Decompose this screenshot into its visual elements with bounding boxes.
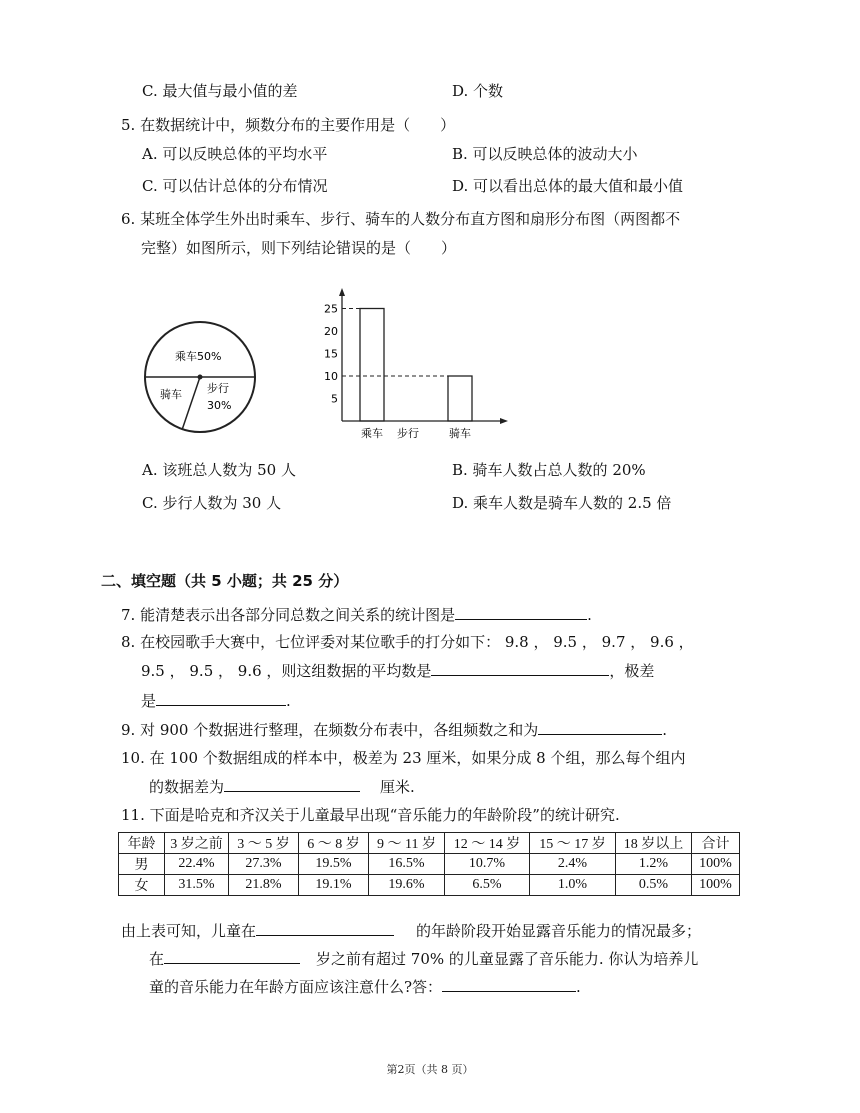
table-cell: 22.4% [165,854,229,875]
q11-age-stage-blank[interactable] [256,920,394,936]
q8-line3-end: . [286,692,291,710]
q11-after-line2 [149,948,698,969]
table-cell: 27.3% [229,854,299,875]
q8-line2 [141,660,654,681]
q6-option-b: B. 骑车人数占总人数的 20% [452,461,646,479]
q5-option-d: D. 可以看出总体的最大值和最小值 [452,177,684,195]
q11-after2-end: 岁之前有超过 70% 的儿童显露了音乐能力. 你认为培养儿 [316,950,699,968]
table-header-cell: 3 岁之前 [165,833,229,854]
q7-end: . [587,606,592,624]
q9-text: 9. 对 900 个数据进行整理，在频数分布表中，各组频数之和为 [121,721,539,739]
q11-after-line1 [121,920,701,941]
table-row [119,854,740,875]
table-header-cell: 15 ～ 17 岁 [530,833,616,854]
pie-label-bike: 骑车 [160,388,182,401]
table-header-cell: 3 ～ 5 岁 [229,833,299,854]
table-cell: 100% [692,875,740,896]
q9-answer-blank[interactable] [538,719,662,735]
q9 [121,719,667,740]
bar-chart [318,282,518,442]
table-cell: 女 [119,875,165,896]
table-cell: 19.6% [369,875,445,896]
pie-divider-2 [182,377,200,430]
table-cell: 19.1% [299,875,369,896]
q6-option-a: A. 该班总人数为 50 人 [142,461,296,479]
q5-option-c: C. 可以估计总体的分布情况 [142,177,328,195]
q8-mean-blank[interactable] [431,660,609,676]
x-tick-label: 乘车 [361,427,383,440]
q11-after2-text: 在 [149,950,165,968]
music-age-table [118,832,740,896]
q9-end: . [662,721,668,739]
table-header-row [119,833,740,854]
q5-stem: 5. 在数据统计中，频数分布的主要作用是（ ） [121,116,456,134]
q4-option-c: C. 最大值与最小值的差 [142,82,298,100]
q10-answer-blank[interactable] [224,776,360,792]
q10-line2-end: 厘米. [380,778,415,796]
x-axis-arrow [500,418,508,424]
q8-line3 [141,690,291,711]
pie-label-walk-pct: 30% [207,399,232,412]
y-tick-label: 20 [324,325,338,338]
q6-option-d: D. 乘车人数是骑车人数的 2.5 倍 [452,494,672,512]
table-cell: 1.2% [616,854,692,875]
table-cell: 19.5% [299,854,369,875]
pie-label-walk: 步行 [207,382,229,395]
table-cell: 2.4% [530,854,616,875]
table-header-cell: 9 ～ 11 岁 [369,833,445,854]
table-header-cell: 合计 [692,833,740,854]
q11-after1-end: 的年龄阶段开始显露音乐能力的情况最多； [416,922,702,940]
q7-text: 7. 能清楚表示出各部分同总数之间关系的统计图是 [121,606,456,624]
q11-after-line3 [149,976,581,997]
table-header-cell: 18 岁以上 [616,833,692,854]
bar [360,309,384,422]
q8-line3-text: 是 [141,692,157,710]
y-axis-arrow [339,288,345,296]
table-cell: 100% [692,854,740,875]
q6-stem-line2: 完整）如图所示，则下列结论错误的是（ ） [141,239,457,257]
pie-label-car: 乘车50% [175,350,222,363]
q8-line2-text: 9.5 ， 9.5 ， 9.6 ，则这组数据的平均数是 [141,662,432,680]
q10-line2 [149,776,415,797]
y-tick-label: 15 [324,347,338,361]
table-cell: 男 [119,854,165,875]
q11-age-blank[interactable] [164,948,300,964]
q8-line2-end: ，极差 [609,662,655,680]
q6-option-c: C. 步行人数为 30 人 [142,494,282,512]
table-cell: 31.5% [165,875,229,896]
q11-after1-text: 由上表可知，儿童在 [121,922,257,940]
q11-answer-blank[interactable] [442,976,576,992]
x-tick-label: 步行 [397,427,419,440]
y-tick-label: 25 [324,302,338,316]
q5-option-a: A. 可以反映总体的平均水平 [142,145,328,163]
q5-option-b: B. 可以反映总体的波动大小 [452,145,638,163]
pie-chart [140,318,260,434]
table-header-cell: 年龄 [119,833,165,854]
q11-stem: 11. 下面是哈克和齐汉关于儿童最早出现“音乐能力的年龄阶段”的统计研究. [121,806,620,824]
q4-option-d: D. 个数 [452,82,504,100]
q6-stem-line1: 6. 某班全体学生外出时乘车、步行、骑车的人数分布直方图和扇形分布图（两图都不 [121,210,681,228]
table-row [119,875,740,896]
pie-center [198,375,203,380]
section-title: 二、填空题（共 5 小题；共 25 分） [101,572,349,590]
page-footer: 第2页（共 8 页） [386,1063,474,1076]
q10-line1: 10. 在 100 个数据组成的样本中，极差为 23 厘米，如果分成 8 个组，那么每个组内 [121,749,686,767]
table-cell: 0.5% [616,875,692,896]
table-header-cell: 6 ～ 8 岁 [299,833,369,854]
q11-after3-text: 童的音乐能力在年龄方面应该注意什么?答： [149,978,443,996]
q8-range-blank[interactable] [156,690,286,706]
x-tick-label: 骑车 [449,427,471,440]
table-cell: 10.7% [445,854,530,875]
q10-line2-text: 的数据差为 [149,778,225,796]
table-cell: 21.8% [229,875,299,896]
bar [448,376,472,421]
y-tick-label: 5 [331,392,338,406]
q7-answer-blank[interactable] [455,604,587,620]
table-header-cell: 12 ～ 14 岁 [445,833,530,854]
table-cell: 6.5% [445,875,530,896]
y-tick-label: 10 [324,370,338,383]
q7 [121,604,592,625]
q8-line1: 8. 在校园歌手大赛中，七位评委对某位歌手的打分如下： 9.8 ， 9.5 ， 9.7 ， 9.6 ， [121,633,694,651]
table-cell: 1.0% [530,875,616,896]
table-cell: 16.5% [369,854,445,875]
q11-after3-end: . [576,978,581,996]
